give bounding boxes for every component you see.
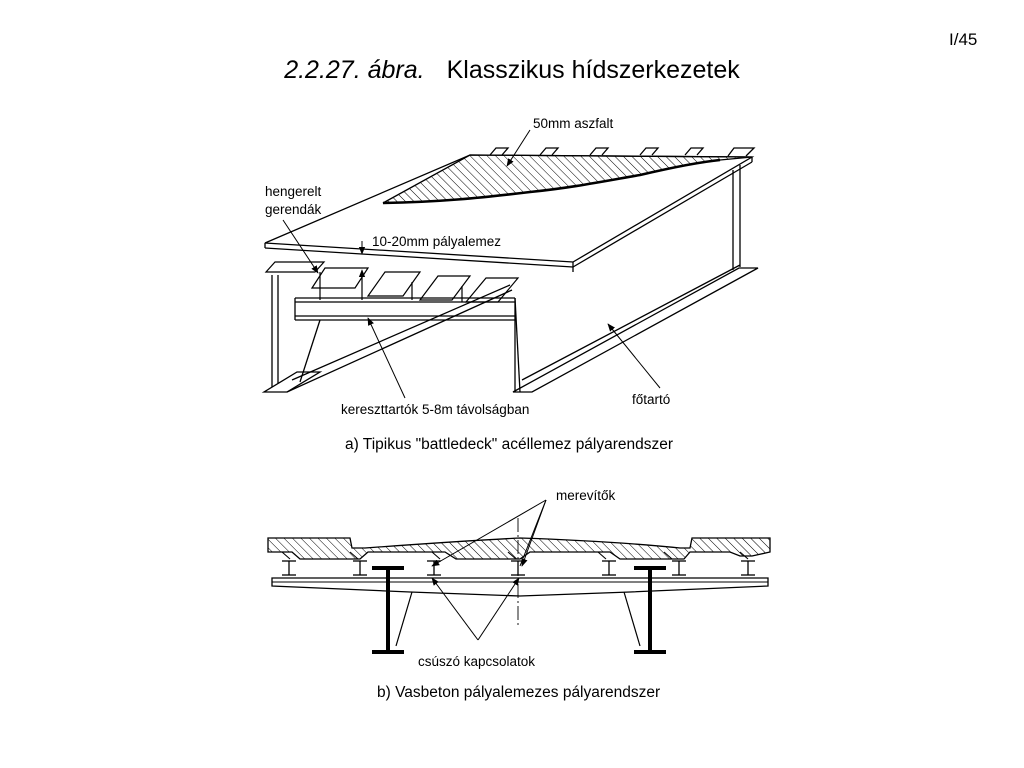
label-deck-plate: 10-20mm pályalemez [372,234,502,249]
label-rolled-beams-2: gerendák [265,202,322,217]
diagram-b [268,500,770,652]
stringer [353,561,367,575]
label-sliding-connections: csúszó kapcsolatok [418,654,536,669]
leader-lines-b [432,500,546,640]
figure-title-text: Klasszikus hídszerkezetek [446,56,740,84]
figure-number: 2.2.27. ábra. [284,56,425,84]
page-number: I/45 [949,30,978,49]
caption-a: a) Tipikus "battledeck" acéllemez pályarendszer [345,436,674,453]
stringer [672,561,686,575]
label-stiffeners: merevítők [556,488,616,503]
label-asphalt: 50mm aszfalt [533,116,614,131]
diagram-a [264,130,758,398]
label-cross-girders: kereszttartók 5-8m távolságban [341,402,530,417]
label-main-girder: főtartó [632,392,671,407]
stringer [427,561,441,575]
caption-b: b) Vasbeton pályalemezes pályarendszer [377,684,661,701]
stringer [602,561,616,575]
rolled-beams [266,262,518,302]
label-rolled-beams-1: hengerelt [265,184,322,199]
stringer [282,561,296,575]
concrete-slab [268,538,770,559]
cross-girder [272,578,768,596]
stringer [741,561,755,575]
stringers [282,561,755,575]
